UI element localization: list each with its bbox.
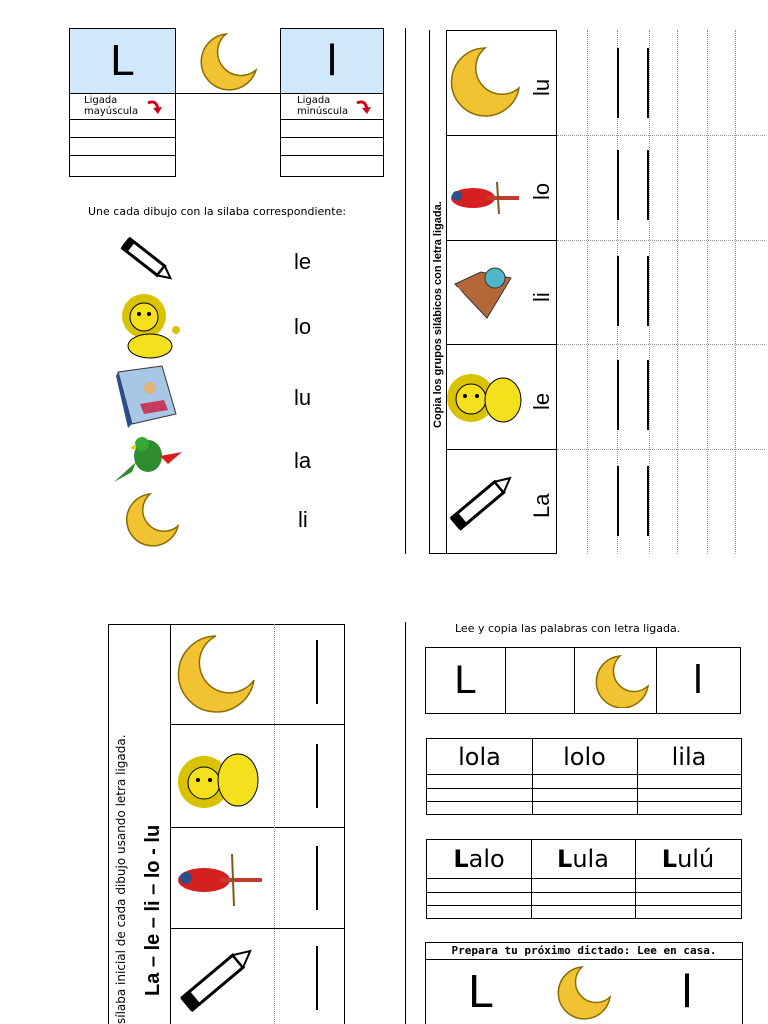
vertical-separator bbox=[405, 28, 406, 554]
dictation-box bbox=[425, 942, 743, 1024]
word-lalo: L alo bbox=[453, 845, 505, 873]
lowercase-writing-lines[interactable] bbox=[280, 93, 384, 177]
lion-icon bbox=[443, 364, 523, 436]
words-upper-letter: L bbox=[454, 658, 477, 702]
lion-icon bbox=[116, 290, 182, 362]
vertical-separator bbox=[405, 622, 406, 1024]
pencil-icon bbox=[116, 234, 178, 288]
book-icon bbox=[114, 364, 184, 430]
words-row1-table bbox=[426, 738, 742, 815]
syllable-lo: lo bbox=[294, 314, 312, 339]
moon-icon bbox=[556, 965, 612, 1021]
uppercase-letter-box bbox=[69, 28, 176, 94]
red-arrow-icon bbox=[355, 97, 373, 115]
word-lila: lila bbox=[671, 742, 707, 771]
dictation-title: Prepara tu próximo dictado: Lee en casa. bbox=[426, 943, 742, 960]
copy-instruction: Copia los grupos silábicos con letra ligada. bbox=[432, 201, 444, 428]
uppercase-letter: L bbox=[110, 36, 135, 85]
word-lola: lola bbox=[458, 742, 501, 771]
copy-syllable-la: La bbox=[529, 493, 554, 518]
dictation-lower-letter: l bbox=[681, 965, 693, 1017]
words-lower-letter: l bbox=[693, 658, 703, 702]
moon-icon bbox=[122, 492, 180, 548]
pencil-icon bbox=[443, 462, 523, 542]
word-lolo: lolo bbox=[563, 742, 606, 771]
moon-icon bbox=[176, 632, 258, 714]
parrot-icon bbox=[443, 178, 523, 218]
word-lula: L ula bbox=[557, 845, 609, 873]
lion-icon bbox=[174, 736, 260, 820]
uppercase-writing-lines[interactable] bbox=[69, 93, 176, 177]
copy-syllable-lo: lo bbox=[529, 182, 554, 200]
lowercase-letter: l bbox=[327, 36, 337, 85]
book-icon bbox=[451, 258, 517, 326]
initial-syllable-panel bbox=[108, 624, 344, 1024]
copy-syllable-le: le bbox=[529, 392, 554, 410]
pencil-icon bbox=[172, 932, 264, 1024]
syllable-lu: lu bbox=[294, 385, 312, 410]
words-row2-table bbox=[426, 839, 742, 919]
uppercase-caption: Ligada mayúscula bbox=[84, 95, 139, 117]
word-lulu: L ulú bbox=[661, 845, 715, 873]
words-instruction: Lee y copia las palabras con letra ligada. bbox=[455, 622, 681, 635]
moon-icon bbox=[196, 30, 262, 96]
red-arrow-icon bbox=[146, 97, 164, 115]
dictation-upper-letter: L bbox=[468, 965, 494, 1017]
parrot-icon bbox=[172, 850, 264, 910]
parrot-icon bbox=[112, 432, 184, 488]
syllable-le: le bbox=[294, 249, 312, 274]
syllables-line: La – le – li – lo - lu bbox=[142, 824, 164, 996]
initial-instruction: sílaba inicial de cada dibujo usando letra ligada. bbox=[114, 734, 128, 1024]
match-instruction: Une cada dibujo con la silaba correspondiente: bbox=[88, 205, 347, 218]
lowercase-caption: Ligada minúscula bbox=[297, 95, 349, 117]
moon-icon bbox=[594, 654, 650, 708]
copy-syllables-panel bbox=[429, 30, 765, 554]
copy-syllable-lu: lu bbox=[529, 78, 554, 96]
words-header-box bbox=[425, 647, 741, 714]
lowercase-letter-box bbox=[280, 28, 384, 94]
moon-icon bbox=[449, 44, 523, 120]
syllable-li: li bbox=[298, 507, 308, 532]
copy-syllable-li: li bbox=[529, 292, 554, 302]
syllable-la: la bbox=[294, 448, 312, 473]
